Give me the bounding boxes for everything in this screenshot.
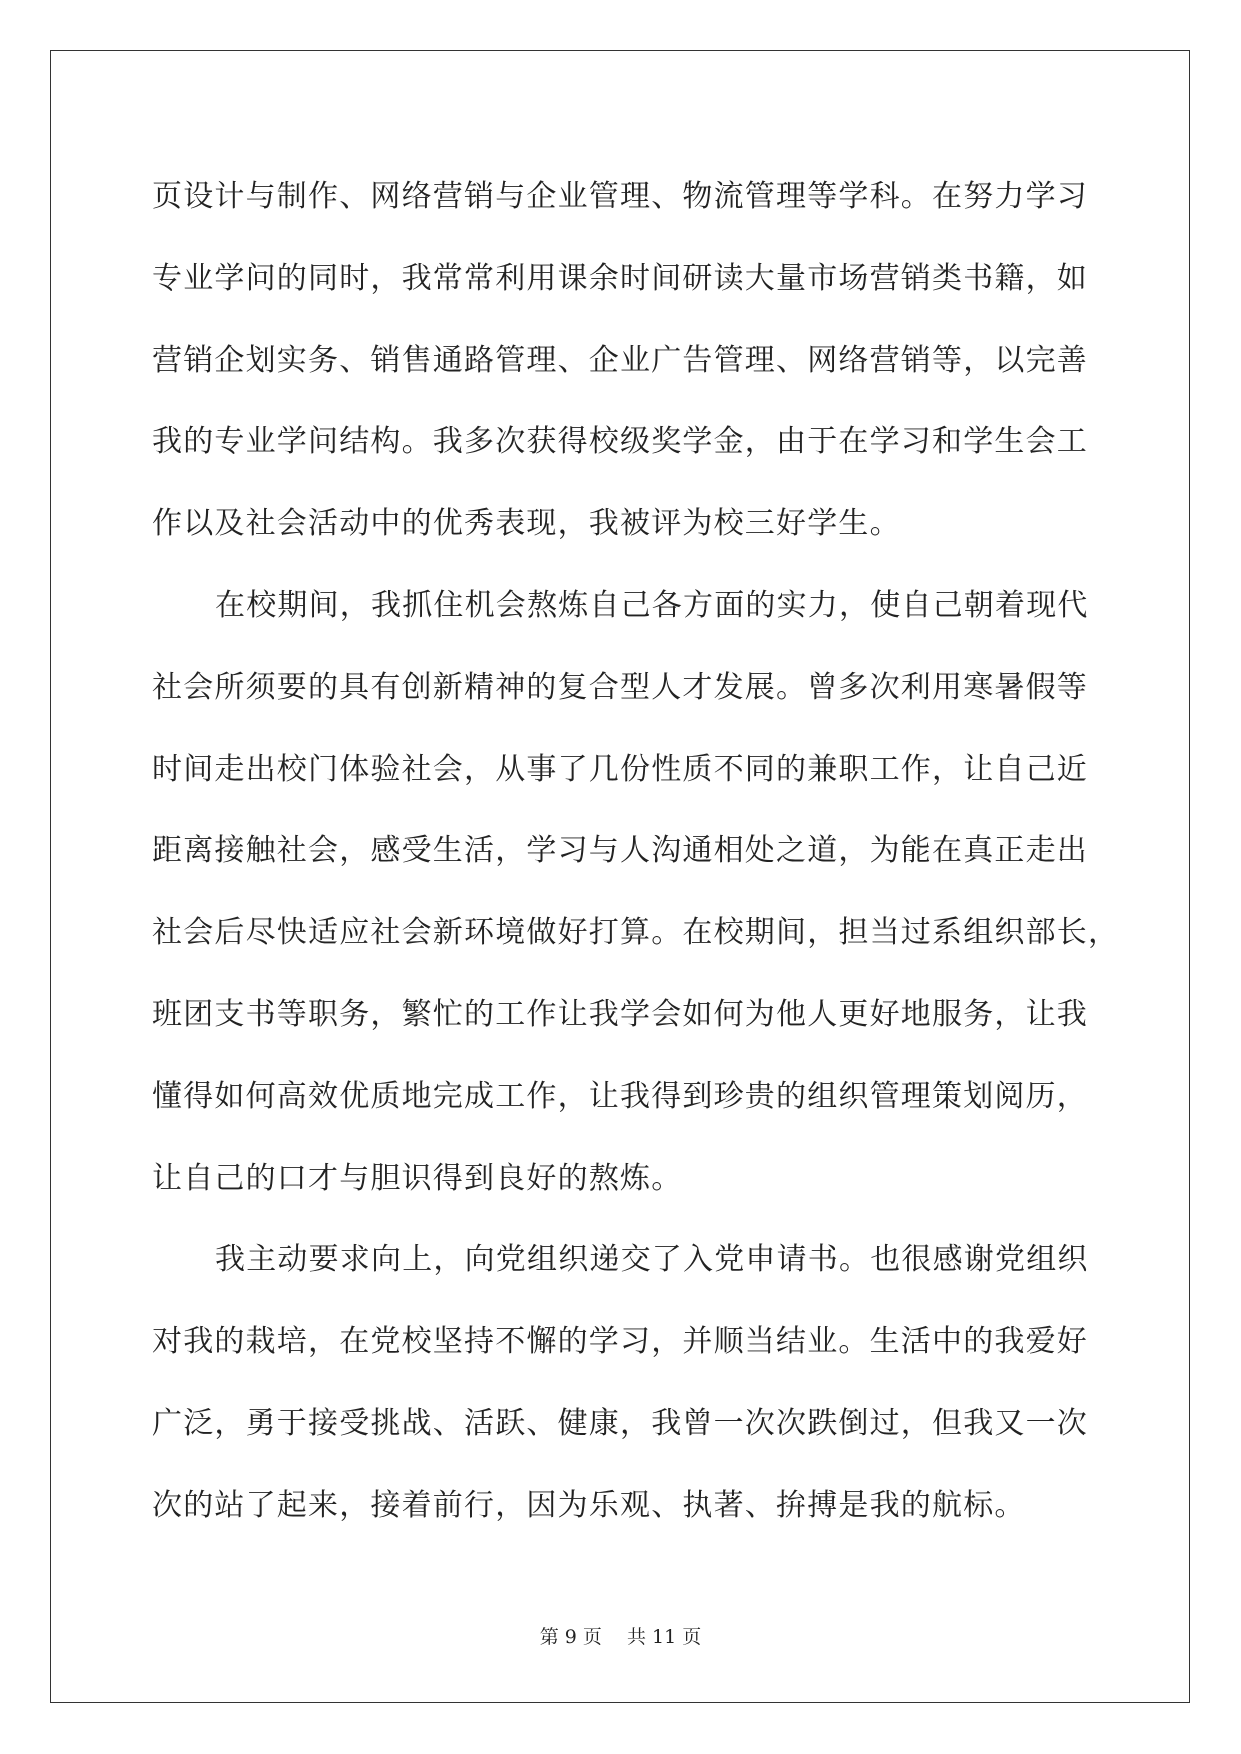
text-line: 专业学问的同时，我常常利用课余时间研读大量市场营销类书籍，如 — [152, 260, 1088, 296]
text-line: 页设计与制作、网络营销与企业管理、物流管理等学科。在努力学习 — [152, 179, 1088, 214]
document-body — [152, 156, 1120, 1547]
text-line: 时间走出校门体验社会，从事了几份性质不同的兼职工作，让自己近 — [152, 751, 1088, 787]
paragraph-start-line: 我主动要求向上，向党组织递交了入党申请书。也很感谢党组织 — [215, 1242, 1089, 1278]
text-line: 对我的栽培，在党校坚持不懈的学习，并顺当结业。生活中的我爱好 — [152, 1324, 1088, 1360]
paragraph-start-line: 在校期间，我抓住机会熬炼自己各方面的实力，使自己朝着现代 — [215, 587, 1089, 623]
text-line: 班团支书等职务，繁忙的工作让我学会如何为他人更好地服务，让我 — [152, 996, 1088, 1032]
text-line: 让自己的口才与胆识得到良好的熬炼。 — [152, 1160, 683, 1196]
text-line: 懂得如何高效优质地完成工作，让我得到珍贵的组织管理策划阅历， — [152, 1078, 1088, 1114]
text-line: 广泛，勇于接受挑战、活跃、健康，我曾一次次跌倒过，但我又一次 — [152, 1405, 1088, 1441]
text-line: 作以及社会活动中的优秀表现，我被评为校三好学生。 — [152, 506, 901, 542]
text-line: 我的专业学问结构。我多次获得校级奖学金，由于在学习和学生会工 — [152, 424, 1088, 460]
text-line: 社会所须要的具有创新精神的复合型人才发展。曾多次利用寒暑假等 — [152, 669, 1088, 705]
text-line: 营销企划实务、销售通路管理、企业广告管理、网络营销等，以完善 — [152, 342, 1088, 378]
text-line: 距离接触社会，感受生活，学习与人沟通相处之道，为能在真正走出 — [152, 833, 1088, 869]
text-line: 社会后尽快适应社会新环境做好打算。在校期间，担当过系组织部长， — [152, 915, 1120, 951]
text-line: 次的站了起来，接着前行，因为乐观、执著、拚搏是我的航标。 — [152, 1487, 1026, 1523]
page-number-footer: 第 9 页 共 11 页 — [539, 1626, 702, 1648]
